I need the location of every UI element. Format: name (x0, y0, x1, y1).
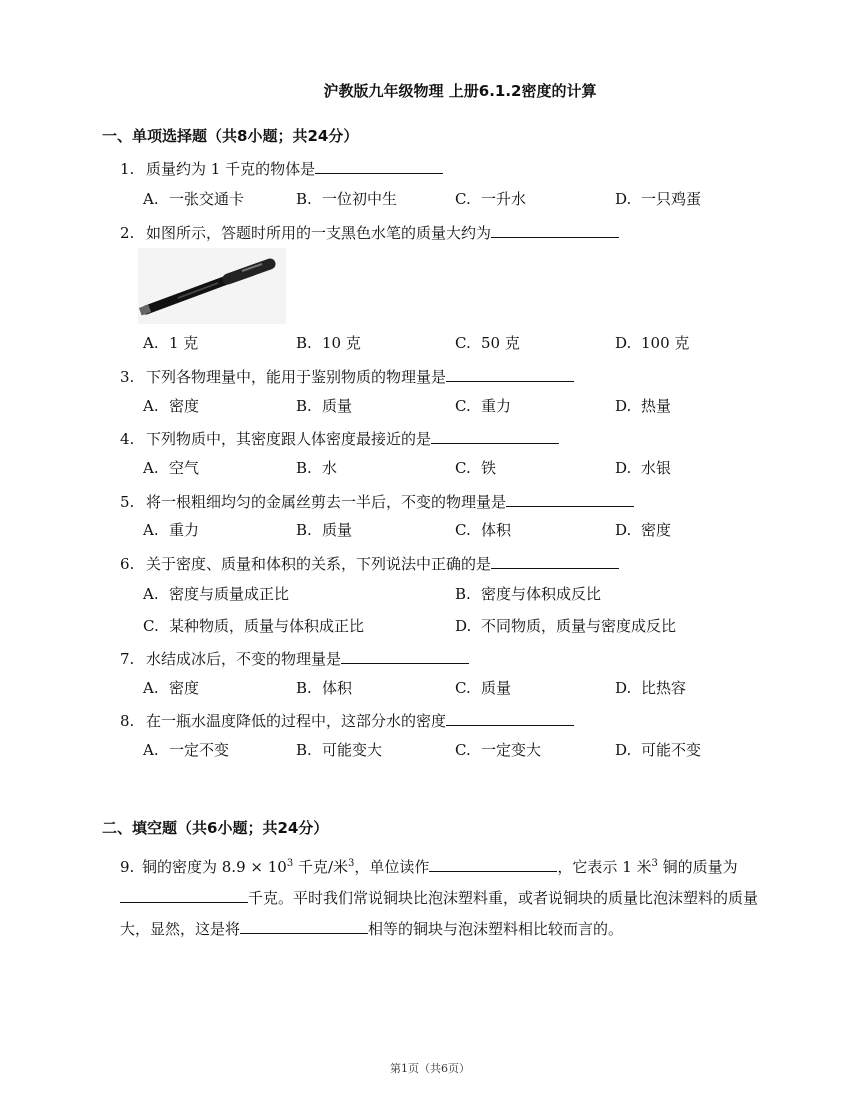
answer-blank[interactable] (491, 554, 619, 569)
black-pen-icon (138, 248, 286, 324)
option-d[interactable]: D. 热量 (615, 397, 672, 415)
question-7: 7. 水结成冰后，不变的物理量是 (120, 648, 469, 669)
question-8: 8. 在一瓶水温度降低的过程中，这部分水的密度 (120, 710, 574, 731)
option-b[interactable]: B. 体积 (296, 679, 353, 697)
question-text: 下列各物理量中，能用于鉴别物质的物理量是 (146, 368, 447, 386)
answer-blank[interactable] (431, 429, 559, 444)
answer-blank[interactable] (315, 159, 443, 174)
page-footer: 第1页（共6页） (390, 1062, 470, 1075)
answer-blank[interactable] (491, 223, 619, 238)
question-1: 1. 质量约为 1 千克的物体是 (120, 158, 443, 179)
option-b[interactable]: B. 10 克 (296, 334, 361, 352)
option-d[interactable]: D. 一只鸡蛋 (615, 190, 702, 208)
option-c[interactable]: C. 质量 (455, 679, 512, 697)
option-b[interactable]: B. 水 (296, 459, 338, 477)
option-a[interactable]: A. 一定不变 (143, 741, 230, 759)
option-d[interactable]: D. 不同物质，质量与密度成反比 (455, 617, 677, 635)
option-a[interactable]: A. 密度 (143, 397, 200, 415)
option-c[interactable]: C. 一升水 (455, 190, 527, 208)
option-c[interactable]: C. 一定变大 (455, 741, 542, 759)
option-b[interactable]: B. 一位初中生 (296, 190, 398, 208)
question-text: 下列物质中，其密度跟人体密度最接近的是 (146, 430, 432, 448)
answer-blank[interactable] (429, 857, 557, 872)
option-c[interactable]: C. 铁 (455, 459, 497, 477)
question-2: 2. 如图所示，答题时所用的一支黑色水笔的质量大约为 (120, 222, 619, 243)
option-a[interactable]: A. 空气 (143, 459, 200, 477)
option-a[interactable]: A. 密度 (143, 679, 200, 697)
option-c[interactable]: C. 50 克 (455, 334, 520, 352)
answer-blank[interactable] (341, 649, 469, 664)
question-text: 水结成冰后，不变的物理量是 (146, 650, 342, 668)
option-d[interactable]: D. 100 克 (615, 334, 690, 352)
option-a[interactable]: A. 重力 (143, 521, 200, 539)
document-title: 沪教版九年级物理 上册6.1.2密度的计算 (323, 82, 597, 100)
answer-blank[interactable] (446, 367, 574, 382)
option-c[interactable]: C. 重力 (455, 397, 512, 415)
option-d[interactable]: D. 密度 (615, 521, 672, 539)
question-6: 6. 关于密度、质量和体积的关系，下列说法中正确的是 (120, 553, 619, 574)
option-a[interactable]: A. 一张交通卡 (143, 190, 245, 208)
answer-blank[interactable] (240, 919, 368, 934)
answer-blank[interactable] (506, 492, 634, 507)
question-text: 在一瓶水温度降低的过程中，这部分水的密度 (146, 712, 447, 730)
option-c[interactable]: C. 某种物质，质量与体积成正比 (143, 617, 365, 635)
section-heading-multiple-choice: 一、单项选择题（共8小题；共24分） (102, 127, 359, 145)
question-3: 3. 下列各物理量中，能用于鉴别物质的物理量是 (120, 366, 574, 387)
option-a[interactable]: A. 1 克 (143, 334, 199, 352)
option-c[interactable]: C. 体积 (455, 521, 512, 539)
option-b[interactable]: B. 密度与体积成反比 (455, 585, 602, 603)
question-9: 9. 铜的密度为 $8.9 \times 10^3$ 千克/米$^3$，单位读作 ，它表示 1 米$^3$ 铜的质量为千克。平时我们常说铜块比泡沫塑料重，或者说铜块的质量比泡沫塑料的质量大，显然，这是将 相等的铜块与泡沫塑料相比较而言的。 (120, 858, 759, 938)
option-d[interactable]: D. 比热容 (615, 679, 687, 697)
question-5: 5. 将一根粗细均匀的金属丝剪去一半后，不变的物理量是 (120, 491, 634, 512)
question-text: 将一根粗细均匀的金属丝剪去一半后，不变的物理量是 (146, 493, 507, 511)
option-d[interactable]: D. 水银 (615, 459, 672, 477)
pen-image (138, 248, 286, 324)
answer-blank[interactable] (446, 711, 574, 726)
question-text: 如图所示，答题时所用的一支黑色水笔的质量大约为 (146, 224, 492, 242)
option-a[interactable]: A. 密度与质量成正比 (143, 585, 290, 603)
question-text: 关于密度、质量和体积的关系，下列说法中正确的是 (146, 555, 492, 573)
answer-blank[interactable] (120, 888, 248, 903)
question-text: 质量约为 1 千克的物体是 (146, 160, 316, 178)
option-d[interactable]: D. 可能不变 (615, 741, 702, 759)
option-b[interactable]: B. 可能变大 (296, 741, 383, 759)
option-b[interactable]: B. 质量 (296, 521, 353, 539)
option-b[interactable]: B. 质量 (296, 397, 353, 415)
section-heading-fill-in: 二、填空题（共6小题；共24分） (102, 819, 329, 837)
question-4: 4. 下列物质中，其密度跟人体密度最接近的是 (120, 428, 559, 449)
